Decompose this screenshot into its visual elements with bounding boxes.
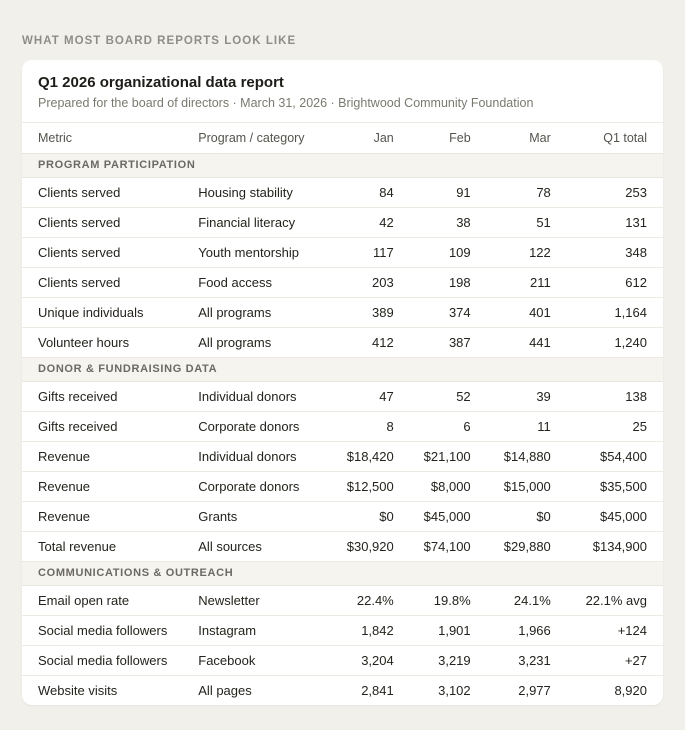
metric-cell: Clients served: [22, 237, 198, 267]
metric-cell: Volunteer hours: [22, 327, 198, 357]
value-cell: 3,231: [471, 645, 551, 675]
value-cell: 3,204: [317, 645, 394, 675]
table-row: [22, 297, 663, 327]
value-cell: 211: [471, 267, 551, 297]
value-cell: 8,920: [614, 682, 647, 698]
value-cell: +124: [551, 615, 663, 645]
value-cell: 348: [551, 237, 663, 267]
table-body: [22, 153, 663, 705]
table-row: [22, 327, 663, 357]
metric-cell: Revenue: [22, 471, 198, 501]
value-cell: 25: [551, 411, 663, 441]
value-cell: $0: [471, 501, 551, 531]
column-header-metric: Metric: [22, 123, 198, 153]
value-cell: 109: [394, 237, 471, 267]
table-row: [22, 441, 663, 471]
value-cell: $45,000: [551, 501, 663, 531]
category-cell: All programs: [198, 297, 317, 327]
value-cell: $74,100: [394, 531, 471, 561]
value-cell: 19.8%: [394, 585, 471, 615]
table-row: [22, 645, 663, 675]
value-cell: 3,102: [438, 682, 471, 698]
metric-cell: Email open rate: [22, 585, 198, 615]
metric-cell: Website visits: [38, 682, 118, 698]
table-row: [22, 381, 663, 411]
column-header-program-category: Program / category: [198, 123, 317, 153]
metric-cell: Revenue: [22, 501, 198, 531]
report-subtitle: Prepared for the board of directors · March 31, 2026 · Brightwood Community Foundation: [38, 96, 534, 110]
value-cell: 22.1% avg: [551, 585, 663, 615]
table-row: [22, 501, 663, 531]
metric-cell: Clients served: [22, 207, 198, 237]
table-row: [22, 531, 663, 561]
value-cell: 22.4%: [317, 585, 394, 615]
value-cell: 441: [471, 327, 551, 357]
value-cell: 138: [551, 381, 663, 411]
value-cell: $0: [317, 501, 394, 531]
value-cell: $14,880: [471, 441, 551, 471]
value-cell: $8,000: [394, 471, 471, 501]
metric-cell: Unique individuals: [22, 297, 198, 327]
category-cell: Housing stability: [198, 177, 317, 207]
category-cell: Financial literacy: [198, 207, 317, 237]
value-cell: 47: [317, 381, 394, 411]
section-label: DONOR & FUNDRAISING DATA: [22, 357, 663, 381]
value-cell: $54,400: [551, 441, 663, 471]
section-row-donor-fundraising-data: [22, 357, 663, 381]
report-title: Q1 2026 organizational data report: [38, 74, 284, 91]
value-cell: $30,920: [317, 531, 394, 561]
value-cell: 6: [394, 411, 471, 441]
value-cell: 52: [394, 381, 471, 411]
table-row: [22, 675, 663, 705]
value-cell: $15,000: [471, 471, 551, 501]
category-cell: All programs: [198, 327, 317, 357]
value-cell: $18,420: [317, 441, 394, 471]
category-cell: All sources: [198, 531, 317, 561]
column-header-q1-total: Q1 total: [551, 123, 663, 153]
table-row: [22, 177, 663, 207]
value-cell: 1,164: [551, 297, 663, 327]
metric-cell: Gifts received: [22, 411, 198, 441]
section-label: PROGRAM PARTICIPATION: [22, 153, 663, 177]
column-header-feb: Feb: [394, 123, 471, 153]
page-eyebrow: WHAT MOST BOARD REPORTS LOOK LIKE: [22, 35, 297, 47]
value-cell: 122: [471, 237, 551, 267]
value-cell: 39: [471, 381, 551, 411]
table-row: [22, 207, 663, 237]
value-cell: 2,841: [361, 682, 394, 698]
value-cell: 1,966: [471, 615, 551, 645]
table-row: [22, 471, 663, 501]
value-cell: 389: [317, 297, 394, 327]
table-row: [22, 237, 663, 267]
value-cell: 38: [394, 207, 471, 237]
value-cell: 401: [471, 297, 551, 327]
category-cell: Facebook: [198, 645, 317, 675]
report-header: [22, 60, 663, 123]
category-cell: Corporate donors: [198, 411, 317, 441]
value-cell: 84: [317, 177, 394, 207]
section-row-program-participation: [22, 153, 663, 177]
category-cell: Individual donors: [198, 441, 317, 471]
value-cell: $21,100: [394, 441, 471, 471]
value-cell: 198: [394, 267, 471, 297]
value-cell: $29,880: [471, 531, 551, 561]
value-cell: 387: [394, 327, 471, 357]
value-cell: 3,219: [394, 645, 471, 675]
value-cell: 1,842: [317, 615, 394, 645]
value-cell: 78: [471, 177, 551, 207]
value-cell: 1,901: [394, 615, 471, 645]
value-cell: 412: [317, 327, 394, 357]
table-row: [22, 411, 663, 441]
metric-cell: Clients served: [22, 177, 198, 207]
value-cell: $134,900: [551, 531, 663, 561]
report-card: [22, 60, 663, 705]
section-label: COMMUNICATIONS & OUTREACH: [22, 561, 663, 585]
value-cell: 131: [551, 207, 663, 237]
category-cell: Instagram: [198, 615, 317, 645]
metric-cell: Social media followers: [22, 645, 198, 675]
value-cell: 612: [551, 267, 663, 297]
metric-cell: Gifts received: [22, 381, 198, 411]
value-cell: 117: [317, 237, 394, 267]
column-header-mar: Mar: [471, 123, 551, 153]
value-cell: 8: [317, 411, 394, 441]
column-header-row: [22, 123, 663, 153]
value-cell: $12,500: [317, 471, 394, 501]
category-cell: Grants: [198, 501, 317, 531]
metric-cell: Total revenue: [22, 531, 198, 561]
value-cell: 1,240: [551, 327, 663, 357]
category-cell: Corporate donors: [198, 471, 317, 501]
value-cell: $45,000: [394, 501, 471, 531]
value-cell: 42: [317, 207, 394, 237]
column-header-jan: Jan: [317, 123, 394, 153]
category-cell: Food access: [198, 267, 317, 297]
value-cell: 24.1%: [471, 585, 551, 615]
metric-cell: Clients served: [22, 267, 198, 297]
table-row: [22, 615, 663, 645]
value-cell: 374: [394, 297, 471, 327]
table-row: [22, 585, 663, 615]
value-cell: 11: [471, 411, 551, 441]
table-row: [22, 267, 663, 297]
report-table: [22, 123, 663, 705]
category-cell: All pages: [198, 682, 252, 698]
value-cell: 51: [471, 207, 551, 237]
category-cell: Youth mentorship: [198, 237, 317, 267]
value-cell: 203: [317, 267, 394, 297]
value-cell: 91: [394, 177, 471, 207]
value-cell: 2,977: [518, 682, 551, 698]
metric-cell: Revenue: [22, 441, 198, 471]
category-cell: Newsletter: [198, 585, 317, 615]
value-cell: +27: [551, 645, 663, 675]
metric-cell: Social media followers: [22, 615, 198, 645]
section-row-communications-outreach: [22, 561, 663, 585]
category-cell: Individual donors: [198, 381, 317, 411]
value-cell: $35,500: [551, 471, 663, 501]
value-cell: 253: [551, 177, 663, 207]
